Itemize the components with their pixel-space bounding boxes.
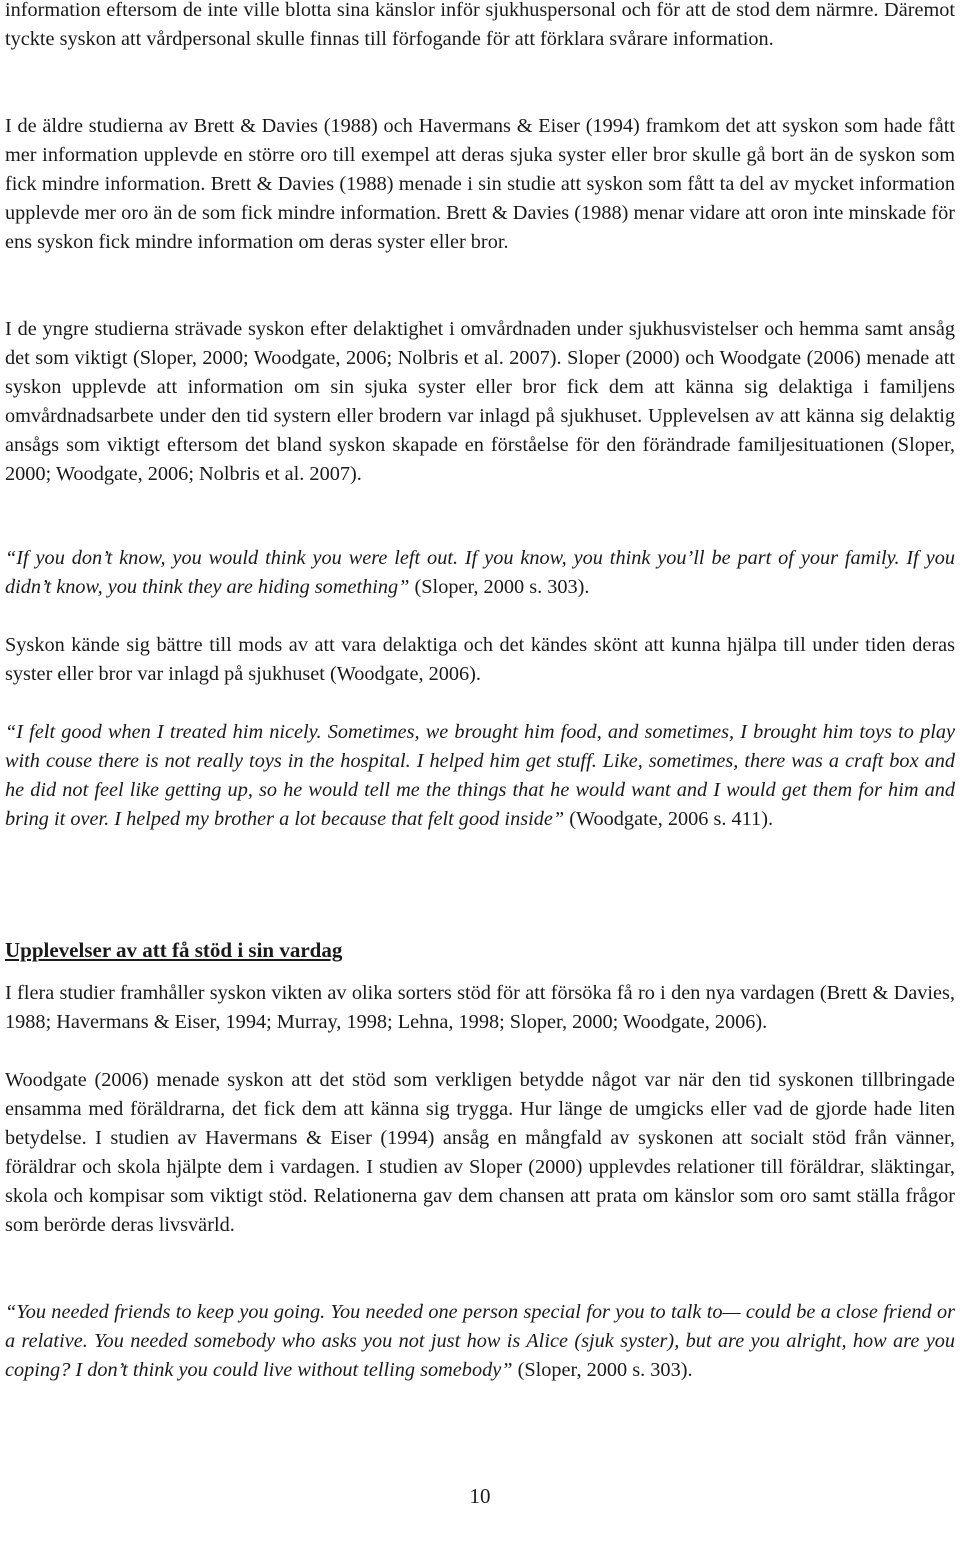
page-number: 10: [469, 1484, 491, 1508]
paragraph-older-studies: I de äldre studierna av Brett & Davies (1988) och Havermans & Eiser (1994) framkom det att syskon som hade fått mer information upplevde en större oro till exempel att deras sjuka syster eller bror skulle gå bort än de syskon som fick mindre information. Brett & Davies (1988) menade i sin studie att syskon som fått ta del av mycket information upplevde mer oro än de som fick mindre information. Brett & Davies (1988) menar vidare att oron inte minskade för ens syskon fick mindre information om deras syster eller bror.: [5, 115, 955, 254]
quote-woodgate-felt-good: [5, 718, 955, 834]
paragraph-feeling-better: Syskon kände sig bättre till mods av att vara delaktiga och det kändes skönt att kunna hjälpa till under tiden deras syster eller bror var inlagd på sjukhuset (Woodgate, 2006).: [5, 634, 955, 686]
quote-text: “If you don’t know, you would think you were left out. If you know, you think you’ll be part of your family. If you didn’t know, you think they are hiding something”: [5, 547, 955, 599]
paragraph-intro-continued: information eftersom de inte ville blotta sina känslor inför sjukhuspersonal och för att de stod dem närmre. Däremot tyckte syskon att vårdpersonal skulle finnas till förfogande för att förklara svårare information.: [5, 0, 955, 51]
quote-reference: (Sloper, 2000 s. 303).: [409, 576, 590, 599]
quote-sloper-left-out: [5, 544, 955, 602]
paragraph-younger-studies: I de yngre studierna strävade syskon efter delaktighet i omvårdnaden under sjukhusvistelser och hemma samt ansåg det som viktigt (Sloper, 2000; Woodgate, 2006; Nolbris et al. 2007). Sloper (2000) och Woodgate (2006) menade att syskon upplevde att information om sin sjuka syster eller bror fick dem att känna sig delaktiga i familjens omvårdnadsarbete under den tid systern eller brodern var inlagd på sjukhuset. Upplevelsen av att känna sig delaktig ansågs som viktigt eftersom det bland syskon skapade en förståelse för den förändrade familjesituationen (Sloper, 2000; Woodgate, 2006; Nolbris et al. 2007).: [5, 318, 955, 486]
quote-reference: (Sloper, 2000 s. 303).: [512, 1359, 693, 1382]
paragraph-support-studies: I flera studier framhåller syskon vikten av olika sorters stöd för att försöka få ro i den nya vardagen (Brett & Davies, 1988; Havermans & Eiser, 1994; Murray, 1998; Lehna, 1998; Sloper, 2000; Woodgate, 2006).: [5, 982, 955, 1034]
quote-reference: (Woodgate, 2006 s. 411).: [564, 808, 774, 831]
section-heading: Upplevelser av att få stöd i sin vardag: [5, 938, 343, 962]
quote-text: “I felt good when I treated him nicely. Sometimes, we brought him food, and sometimes, I brought him toys to play with couse there is not really toys in the hospital. I helped him get stuff. Like, sometimes, there was a craft box and he did not feel like getting up, so he would tell me the things that he would want and I would get them for him and bring it over. I helped my brother a lot because that felt good inside”: [5, 721, 955, 831]
paragraph-woodgate-support: Woodgate (2006) menade syskon att det stöd som verkligen betydde något var när den tid syskonen tillbringade ensamma med föräldrarna, det fick dem att känna sig trygga. Hur länge de umgicks eller vad de gjorde hade liten betydelse. I studien av Havermans & Eiser (1994) ansåg en mångfald av syskonen att socialt stöd från vänner, föräldrar och skola hjälpte dem i vardagen. I studien av Sloper (2000) upplevdes relationer till föräldrar, släktingar, skola och kompisar som viktigt stöd. Relationerna gav dem chansen att prata om känslor som oro samt ställa frågor som berörde deras livsvärld.: [5, 1069, 955, 1237]
quote-sloper-friends: [5, 1298, 955, 1385]
quote-text: “You needed friends to keep you going. You needed one person special for you to talk to— could be a close friend or a relative. You needed somebody who asks you not just how is Alice (sjuk syster), but are you alright, how are you coping? I don’t think you could live without telling somebody”: [5, 1301, 955, 1382]
